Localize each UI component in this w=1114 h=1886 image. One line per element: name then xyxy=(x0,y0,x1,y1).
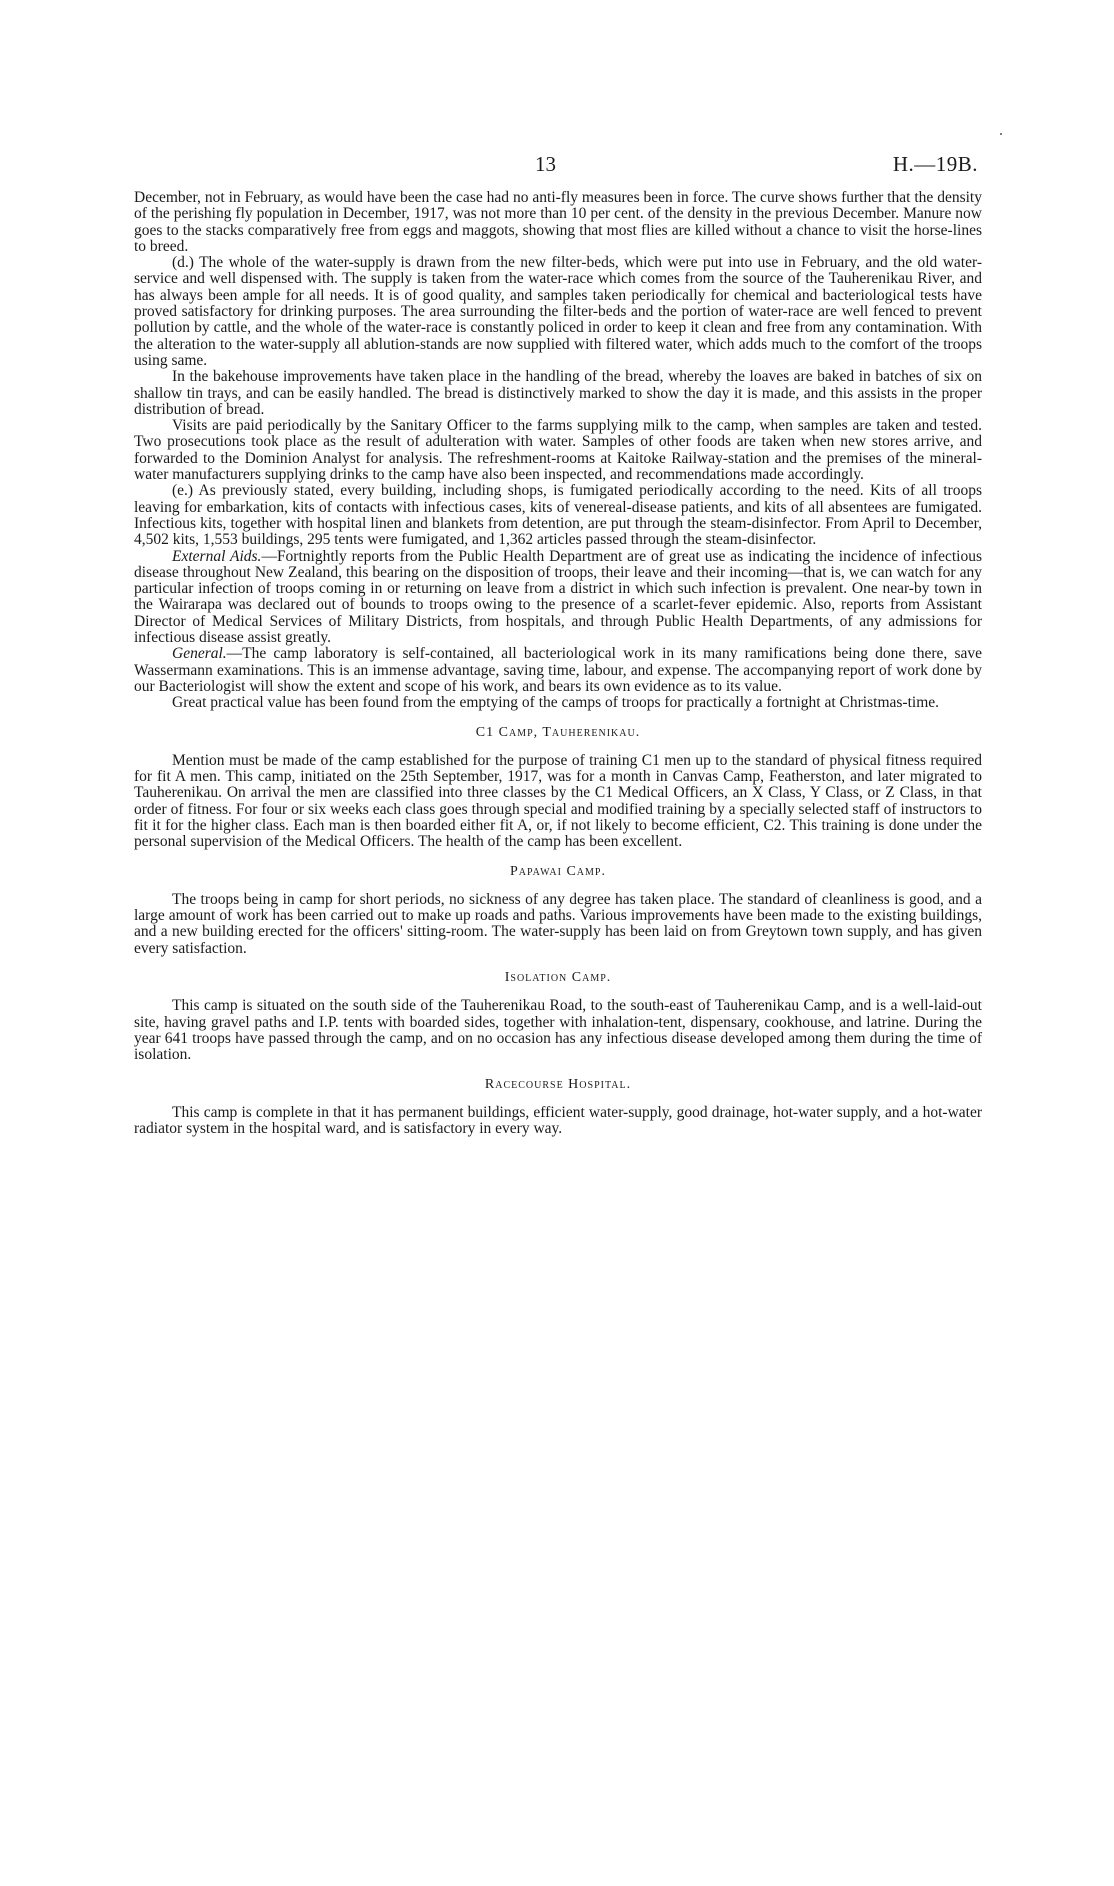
section-heading-papawai-camp: Papawai Camp. xyxy=(510,863,606,879)
paragraph-fly-measures: December, not in February, as would have been the case had no anti-fly measures been in force. The curve shows further that the density of the perishing fly population in December, 1917, was not more than 10 per cent. of the density in the previous December. Manure now goes to the stacks comparatively free from eggs and maggots, showing that most flies are killed without a chance to visit the horse-lines to breed. xyxy=(134,189,982,255)
general-text: —The camp laboratory is self-contained, all bacteriological work in its many ramifications being done there, save Wassermann examinations. This is an immense advantage, saving time, labour, and expense. The accompanying report of work done by our Bacteriologist will show the extent and scope of his work, and bears its own evidence as to its value. xyxy=(134,645,982,695)
paragraph-general xyxy=(134,646,982,695)
general-lead: General. xyxy=(172,645,227,663)
paragraph-fumigation: (e.) As previously stated, every building, including shops, is fumigated periodically according to the need. Kits of all troops leaving for embarkation, kits of contacts with infectious cases, kits of venereal-disease patients, and kits of all absentees are fumigated. Infectious kits, together with hospital linen and blankets from detention, are put through the steam-disinfector. From April to December, 4,502 kits, 1,553 buildings, 295 tents were fumigated, and 1,362 articles passed through the steam-disinfector. xyxy=(134,482,982,549)
paragraph-christmas: Great practical value has been found from the emptying of the camps of troops for practically a fortnight at Christmas-time. xyxy=(172,694,940,712)
scan-speck xyxy=(1000,133,1002,135)
document-reference: H.—19B. xyxy=(892,152,978,176)
section-heading-isolation-camp: Isolation Camp. xyxy=(504,970,612,986)
paragraph-food-inspection: Visits are paid periodically by the Sanitary Officer to the farms supplying milk to the camp, when samples are taken and tested. Two prosecutions took place as the result of adulteration with water. Samples of other foods are taken when new stores arrive, and forwarded to the Dominion Analyst for analysis. The refreshment-rooms at Kaitoke Railway-station and the premises of the mineral-water manufacturers supplying drinks to the camp have also been inspected, and recommendations made accordingly. xyxy=(134,417,982,484)
page-number: 13 xyxy=(535,152,556,176)
page-header xyxy=(0,152,1114,182)
paragraph-papawai-camp: The troops being in camp for short periods, no sickness of any degree has taken place. The standard of cleanliness is good, and a large amount of work has been carried out to make up roads and paths. Various improvements have been made to the existing buildings, and a new building erected for the officers' sitting-room. The water-supply has been laid on from Greytown town supply, and has given every satisfaction. xyxy=(134,890,982,957)
paragraph-isolation-camp: This camp is situated on the south side of the Tauherenikau Road, to the south-east of Tauherenikau Camp, and is a well-laid-out site, having gravel paths and I.P. tents with boarded sides, together with inhalation-tent, dispensary, cookhouse, and latrine. During the year 641 troops have passed through the camp, and on no occasion has any infectious disease developed among them during the time of isolation. xyxy=(134,997,982,1064)
section-heading-c1-camp: C1 Camp, Tauherenikau. xyxy=(475,724,641,740)
paragraph-racecourse-hospital: This camp is complete in that it has permanent buildings, efficient water-supply, good drainage, hot-water supply, and a hot-water radiator system in the hospital ward, and is satisfactory in every way. xyxy=(134,1103,982,1138)
external-aids-text: —Fortnightly reports from the Public Health Department are of great use as indicating the incidence of infectious disease throughout New Zealand, this bearing on the disposition of troops, their leave and their incoming—that is, we can watch for any particular infection of troops coming in or returning on leave from a district in which such infection is prevalent. One near-by town in the Wairarapa was declared out of bounds to troops owing to the presence of a scarlet-fever epidemic. Also, reports from Assistant Director of Medical Services of Military Districts, from hospitals, and through Public Health Departments, of any admissions for infectious disease assist greatly. xyxy=(134,547,982,647)
paragraph-external-aids xyxy=(134,549,982,647)
paragraph-water-supply: (d.) The whole of the water-supply is drawn from the new filter-beds, which were put into use in February, and the old water-service and well dispensed with. The supply is taken from the water-race which comes from the source of the Tauherenikau River, and has always been ample for all needs. It is of good quality, and samples taken periodically for chemical and bacteriological tests have proved satisfactory for drinking purposes. The area surrounding the filter-beds and the portion of water-race are well fenced to prevent pollution by cattle, and the whole of the water-race is constantly policed in order to keep it clean and free from any contamination. With the alteration to the water-supply all ablution-stands are now supplied with filtered water, which adds much to the comfort of the troops using same. xyxy=(134,254,982,369)
external-aids-lead: External Aids. xyxy=(172,547,262,565)
section-heading-racecourse-hospital: Racecourse Hospital. xyxy=(484,1076,632,1092)
page-body xyxy=(134,190,982,1137)
paragraph-c1-camp: Mention must be made of the camp established for the purpose of training C1 men up to the standard of physical fitness required for fit A men. This camp, initiated on the 25th September, 1917, was for a month in Canvas Camp, Featherston, and later migrated to Tauherenikau. On arrival the men are classified into three classes by the C1 Medical Officers, an X Class, Y Class, or Z Class, in that order of fitness. For four or six weeks each class goes through special and modified training by a specially selected staff of instructors to fit it for the higher class. Each man is then boarded either fit A, or, if not likely to become efficient, C2. This training is done under the personal supervision of the Medical Officers. The health of the camp has been excellent. xyxy=(134,751,982,851)
paragraph-bakehouse: In the bakehouse improvements have taken place in the handling of the bread, whereby the loaves are baked in batches of six on shallow tin trays, and can be easily handled. The bread is distinctively marked to show the day it is made, and this assists in the proper distribution of bread. xyxy=(134,368,982,418)
